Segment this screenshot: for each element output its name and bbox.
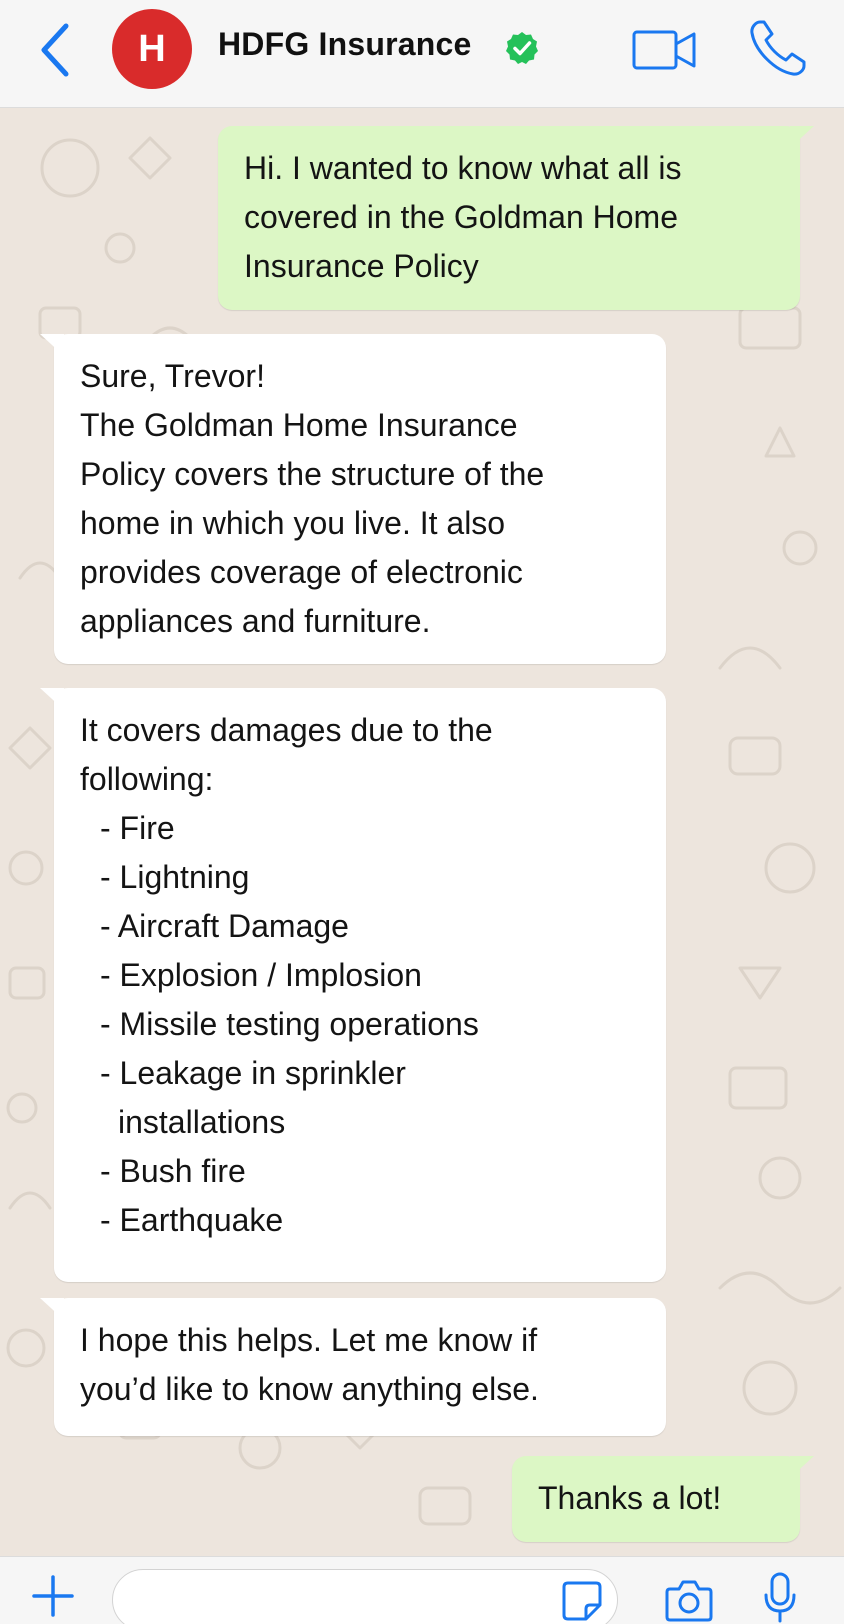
message-input-bar [0, 1556, 844, 1624]
list-item: - Lightning [100, 859, 250, 895]
avatar-initial: H [138, 27, 166, 70]
list-item: - Fire [100, 810, 175, 846]
message-text-line: Insurance Policy [244, 248, 479, 284]
message-text-line: Thanks a lot! [538, 1480, 722, 1516]
video-camera-icon [634, 32, 694, 68]
bubble-tail [40, 1298, 64, 1322]
message-text-line: It covers damages due to the [80, 712, 493, 748]
chat-header [0, 0, 844, 108]
microphone-icon [766, 1574, 794, 1621]
message-text-line: provides coverage of electronic [80, 554, 523, 590]
bubble-tail [790, 1456, 814, 1480]
list-item: - Explosion / Implosion [100, 957, 422, 993]
message-text-line: Policy covers the structure of the [80, 456, 545, 492]
message-incoming[interactable] [54, 1298, 666, 1436]
message-incoming[interactable] [54, 688, 666, 1282]
chat-area[interactable] [0, 108, 844, 1556]
message-text-line: following: [80, 761, 214, 797]
verified-badge-icon [504, 30, 540, 66]
bubble-tail [790, 126, 814, 150]
sticker-icon [564, 1583, 600, 1619]
list-item: - Leakage in sprinkler [100, 1055, 406, 1091]
camera-icon [667, 1582, 711, 1620]
message-text-line: covered in the Goldman Home [244, 199, 678, 235]
sticker-button[interactable] [560, 1579, 604, 1623]
message-text-line: The Goldman Home Insurance [80, 407, 518, 443]
chevron-left-icon [38, 22, 72, 78]
camera-button[interactable] [664, 1575, 714, 1624]
plus-icon [34, 1577, 72, 1615]
message-text-line: appliances and furniture. [80, 603, 431, 639]
message-text-line: Sure, Trevor! [80, 358, 265, 394]
message-outgoing[interactable] [512, 1456, 800, 1542]
message-text-line: you’d like to know anything else. [80, 1371, 539, 1407]
message-incoming[interactable] [54, 334, 666, 664]
list-item: - Bush fire [100, 1153, 246, 1189]
phone-icon [752, 22, 804, 74]
message-outgoing[interactable] [218, 126, 800, 310]
attach-button[interactable] [30, 1573, 76, 1619]
contact-avatar[interactable] [112, 9, 192, 89]
bubble-tail [40, 334, 64, 358]
list-item: - Earthquake [100, 1202, 284, 1238]
message-text-line: Hi. I wanted to know what all is [244, 150, 682, 186]
message-input[interactable] [112, 1569, 618, 1624]
list-item-continuation: installations [118, 1104, 286, 1140]
message-text-line: I hope this helps. Let me know if [80, 1322, 538, 1358]
message-text-line: home in which you live. It also [80, 505, 506, 541]
voice-message-button[interactable] [762, 1571, 798, 1624]
list-item: - Aircraft Damage [100, 908, 349, 944]
back-button[interactable] [30, 20, 80, 80]
list-item: - Missile testing operations [100, 1006, 479, 1042]
voice-call-button[interactable] [746, 16, 810, 80]
bubble-tail [40, 688, 64, 712]
contact-name[interactable]: HDFG Insurance [218, 26, 472, 62]
video-call-button[interactable] [632, 28, 698, 72]
